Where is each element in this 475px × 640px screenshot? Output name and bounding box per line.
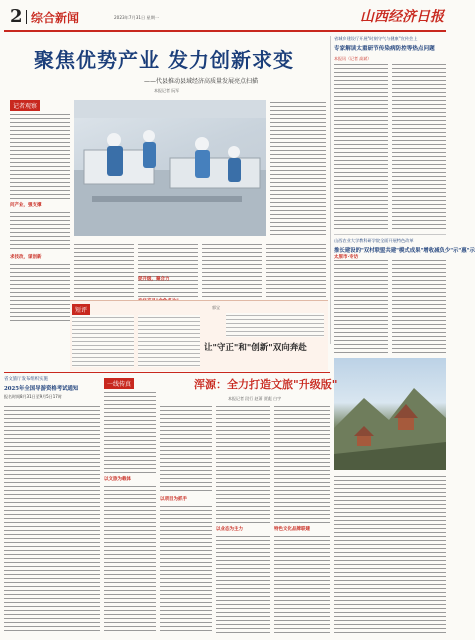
masthead: 山西经济日报 bbox=[360, 9, 444, 25]
right-top-headline: 专家解读太重研节传染病防控等热点问题 bbox=[334, 46, 435, 52]
culture-body-3 bbox=[216, 404, 270, 524]
lead-subhead-1: 问产业，强支撑 bbox=[10, 203, 42, 208]
lead-body-column-1 bbox=[10, 112, 70, 200]
right-top-byline: 本报讯（记者 高斌） bbox=[334, 56, 372, 61]
right-top-kicker: 省城乡建设厅开展"时刻守气与健康"宣传会上 bbox=[334, 36, 418, 41]
factory-workers-image bbox=[74, 100, 266, 236]
right-bottom-photo bbox=[334, 358, 446, 470]
culture-subhead-1: 以文旅为载体 bbox=[104, 477, 131, 482]
culture-body-2 bbox=[160, 404, 212, 494]
right-mid-story bbox=[334, 238, 475, 356]
culture-tag: 一线传真 bbox=[104, 378, 134, 389]
lead-headline: 聚焦优势产业 发力创新求变 bbox=[34, 48, 294, 72]
lead-body-column-2 bbox=[270, 100, 326, 236]
culture-headline: 浑源：全力打造文旅"升级版" bbox=[194, 378, 338, 391]
opinion-body-3 bbox=[226, 313, 324, 337]
opinion-body-1 bbox=[72, 315, 134, 367]
opinion-tag: 短评 bbox=[72, 304, 90, 315]
opinion-byline: 郭宝 bbox=[212, 305, 220, 310]
lead-photo bbox=[74, 100, 266, 236]
right-mid-kicker: 山西农业大学教科研学院全面开展特色改革 bbox=[334, 238, 414, 243]
culture-body-1 bbox=[104, 390, 156, 474]
culture-story bbox=[104, 376, 338, 636]
lead-body-column-1c bbox=[10, 262, 70, 324]
header-divider-icon bbox=[26, 10, 27, 24]
lead-subhead-3: 促升级，聚合力 bbox=[138, 277, 170, 282]
exam-body-1 bbox=[4, 404, 100, 634]
lead-tag: 记者观察 bbox=[10, 100, 40, 111]
culture-subhead-3: 以业态为主力 bbox=[216, 527, 243, 532]
lead-subheadline: ——代县推动县域经济高质量发展亮点扫描 bbox=[144, 78, 259, 85]
culture-byline: 本报记者 段行 赵萧 贾彪 白宇 bbox=[228, 396, 282, 401]
exam-subheadline: 报名时间8月31日至9月5日17时 bbox=[4, 394, 62, 399]
opinion-body-2 bbox=[138, 315, 200, 367]
lead-body-column-1b bbox=[10, 210, 70, 252]
culture-subhead-2: 以项目为抓手 bbox=[160, 497, 187, 502]
right-mid-headline: 推长建设的"双村联盟共建"模式成果"增收减负少"示"惠"示 bbox=[334, 248, 475, 254]
right-bottom-body bbox=[334, 474, 446, 634]
lead-byline: 本报记者 阮军 bbox=[154, 88, 180, 93]
column-divider bbox=[330, 36, 331, 344]
exam-story bbox=[4, 376, 100, 636]
page-number: 2 bbox=[10, 6, 23, 27]
exam-headline: 2025年全国导游资格考试通知 bbox=[4, 386, 79, 392]
culture-body-3b bbox=[216, 534, 270, 634]
culture-subhead-4: 特色文化品牌联建 bbox=[274, 527, 310, 532]
right-top-body-2 bbox=[392, 62, 446, 230]
section-title: 综合新闻 bbox=[31, 11, 80, 25]
right-top-rule bbox=[334, 234, 446, 235]
lower-section-rule bbox=[4, 372, 330, 373]
lead-story bbox=[4, 36, 328, 336]
right-top-body-1 bbox=[334, 62, 388, 230]
culture-body-4 bbox=[274, 404, 330, 524]
right-mid-body-1 bbox=[334, 258, 388, 354]
opinion-box bbox=[70, 300, 328, 371]
culture-body-2b bbox=[160, 504, 212, 634]
exam-kicker: 省文旅厅发布组织实施 bbox=[4, 377, 48, 382]
lead-subhead-2: 求技改，谋创新 bbox=[10, 255, 42, 260]
culture-body-4b bbox=[274, 534, 330, 634]
date-line: 2023年7月31日 星期一 bbox=[114, 15, 160, 20]
right-top-story bbox=[334, 36, 446, 232]
right-mid-subhead-1: 太原市·专访 bbox=[334, 255, 359, 260]
opinion-headline: 让"守正"和"创新"双向奔赴 bbox=[204, 343, 307, 353]
mountain-temple-image bbox=[334, 358, 446, 470]
page-header bbox=[4, 6, 446, 28]
right-mid-body-2 bbox=[392, 258, 446, 354]
culture-body-1b bbox=[104, 484, 156, 634]
header-rule bbox=[4, 30, 446, 32]
